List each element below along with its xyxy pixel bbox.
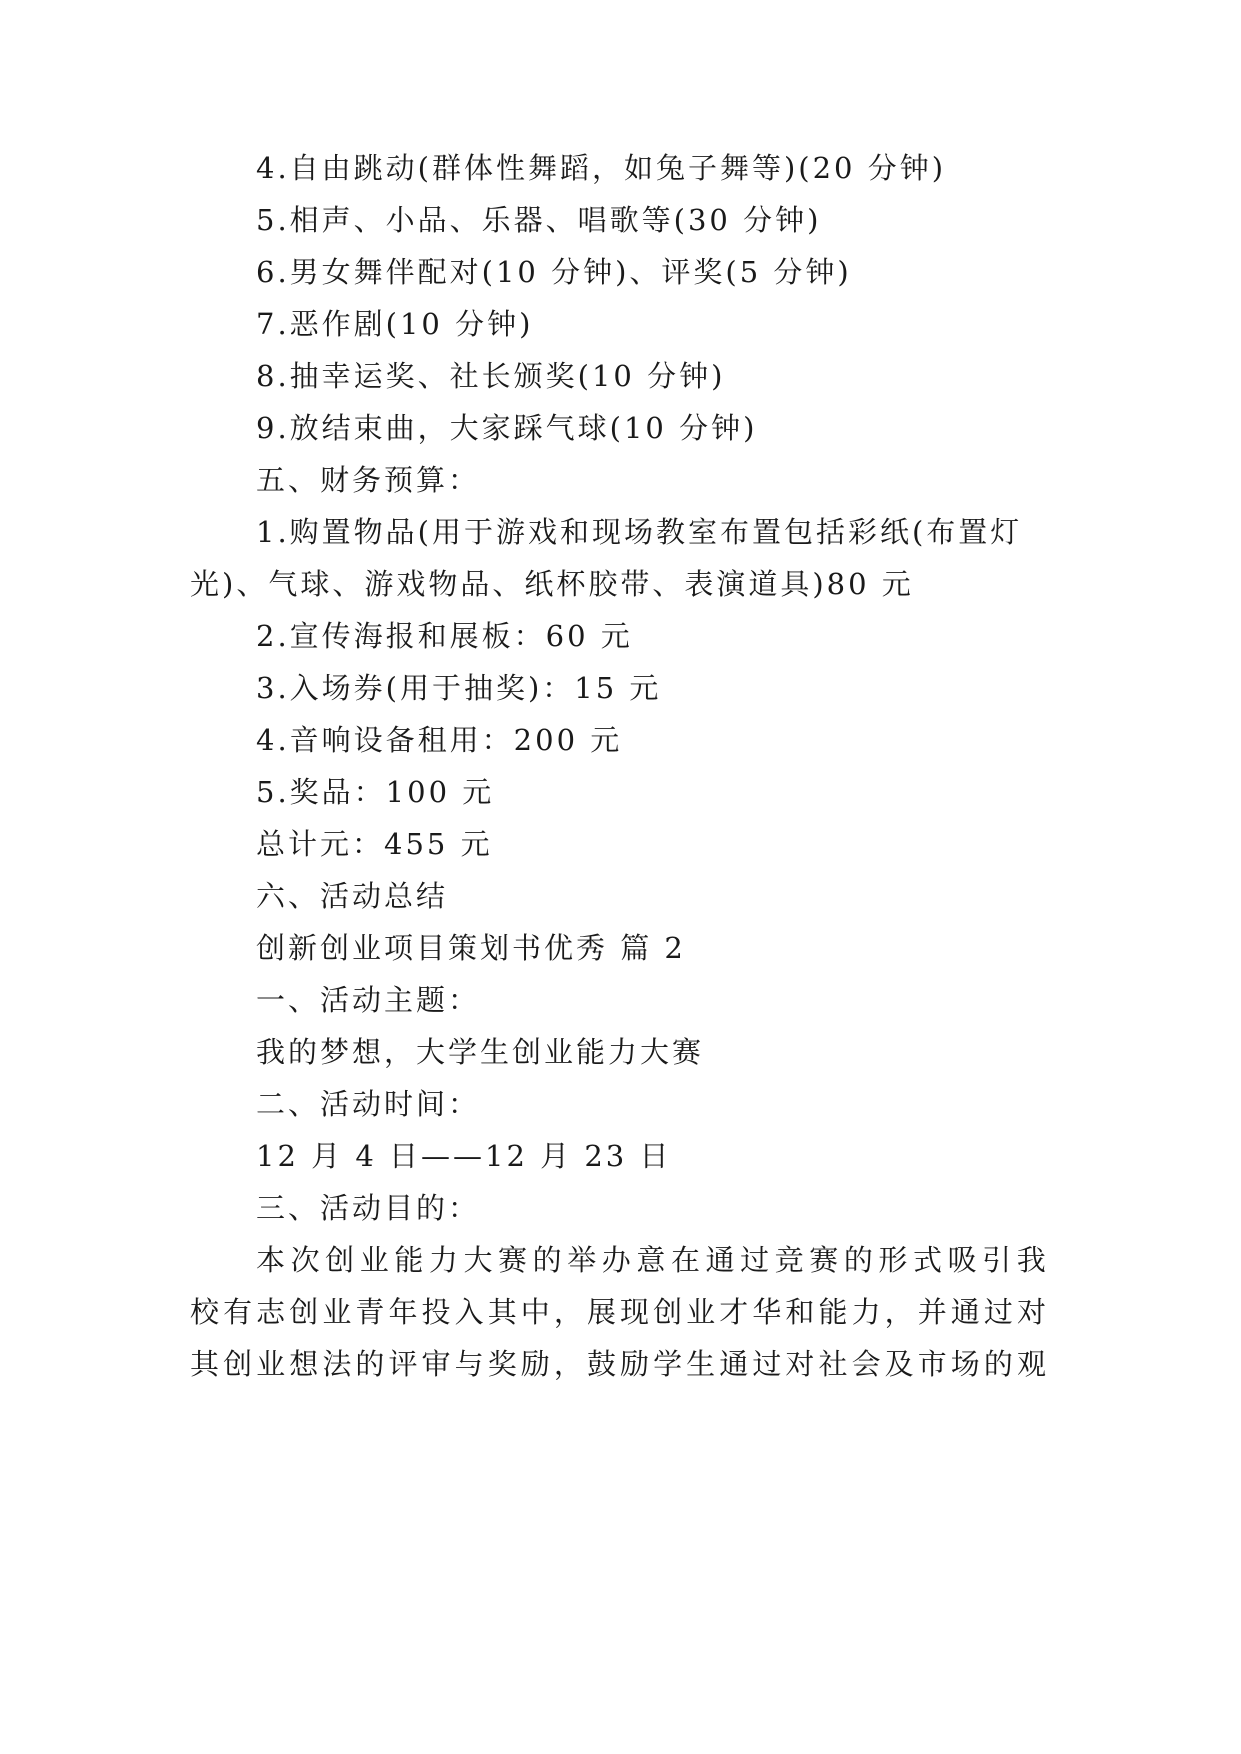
paragraph-char: 我 [1016, 1243, 1046, 1277]
section-heading-time: 二、活动时间： [256, 1087, 481, 1121]
schedule-item-6: 6.男女舞伴配对(10 分钟)、评奖(5 分钟) [256, 255, 852, 289]
paragraph-char: 的 [532, 1243, 562, 1277]
paragraph-char: 业 [686, 1295, 716, 1329]
budget-total: 总计元：455 元 [256, 827, 493, 861]
paragraph-char: 法 [322, 1347, 352, 1381]
paragraph-char: 对 [1016, 1295, 1046, 1329]
purpose-paragraph-line-1 [256, 1243, 1046, 1277]
paragraph-char: 意 [636, 1243, 666, 1277]
paragraph-char: 创 [289, 1295, 319, 1329]
paragraph-char: 通 [705, 1243, 735, 1277]
paragraph-char: 赛 [809, 1243, 839, 1277]
paragraph-char: 市 [917, 1347, 947, 1381]
paragraph-char: 形 [878, 1243, 908, 1277]
paragraph-char: 创 [325, 1243, 355, 1277]
paragraph-char: 力 [428, 1243, 458, 1277]
paragraph-char: ， [553, 1295, 583, 1329]
schedule-item-8: 8.抽幸运奖、社长颁奖(10 分钟) [256, 359, 726, 393]
time-text: 12 月 4 日——12 月 23 日 [256, 1139, 672, 1173]
paragraph-char: 审 [421, 1347, 451, 1381]
paragraph-char: 展 [586, 1295, 616, 1329]
paragraph-char: 励 [620, 1347, 650, 1381]
paragraph-char: 其 [190, 1347, 220, 1381]
paragraph-char: 过 [983, 1295, 1013, 1329]
purpose-paragraph-line-2 [190, 1295, 1046, 1329]
section-heading-summary: 六、活动总结 [256, 879, 449, 913]
paragraph-char: 评 [388, 1347, 418, 1381]
schedule-item-7: 7.恶作剧(10 分钟) [256, 307, 534, 341]
paragraph-char: 引 [982, 1243, 1012, 1277]
paragraph-char: 现 [620, 1295, 650, 1329]
paragraph-char: 有 [223, 1295, 253, 1329]
section-heading-theme: 一、活动主题： [256, 983, 481, 1017]
paragraph-char: 学 [653, 1347, 683, 1381]
paragraph-char: 对 [785, 1347, 815, 1381]
paragraph-char: 本 [256, 1243, 286, 1277]
paragraph-char: 通 [719, 1347, 749, 1381]
schedule-item-5: 5.相声、小品、乐器、唱歌等(30 分钟) [256, 203, 822, 237]
paragraph-char: 过 [740, 1243, 770, 1277]
paragraph-char: 创 [653, 1295, 683, 1329]
paragraph-char: 励 [520, 1347, 550, 1381]
paragraph-char: 力 [851, 1295, 881, 1329]
paragraph-char: 赛 [498, 1243, 528, 1277]
paragraph-char: 办 [601, 1243, 631, 1277]
purpose-paragraph-line-3 [190, 1347, 1046, 1381]
paragraph-char: 场 [950, 1347, 980, 1381]
paragraph-char: 及 [884, 1347, 914, 1381]
paragraph-char: 志 [256, 1295, 286, 1329]
paragraph-char: 通 [950, 1295, 980, 1329]
paragraph-char: 鼓 [586, 1347, 616, 1381]
paragraph-char: 式 [912, 1243, 942, 1277]
paragraph-char: 才 [719, 1295, 749, 1329]
paragraph-char: 并 [917, 1295, 947, 1329]
paragraph-char: 业 [359, 1243, 389, 1277]
paragraph-char: 创 [223, 1347, 253, 1381]
paragraph-char: 会 [851, 1347, 881, 1381]
budget-item-2: 2.宣传海报和展板：60 元 [256, 619, 633, 653]
paragraph-char: 能 [394, 1243, 424, 1277]
paragraph-char: 观 [1016, 1347, 1046, 1381]
paragraph-char: 年 [388, 1295, 418, 1329]
paragraph-char: 过 [752, 1347, 782, 1381]
paragraph-char: 入 [454, 1295, 484, 1329]
paragraph-char: 校 [190, 1295, 220, 1329]
paragraph-char: 中 [520, 1295, 550, 1329]
budget-item-5: 5.奖品：100 元 [256, 775, 495, 809]
paragraph-char: 业 [322, 1295, 352, 1329]
theme-text: 我的梦想，大学生创业能力大赛 [256, 1035, 705, 1069]
paragraph-char: 华 [752, 1295, 782, 1329]
paragraph-char: 举 [567, 1243, 597, 1277]
paragraph-char: 在 [670, 1243, 700, 1277]
budget-item-1-continued: 光)、气球、游戏物品、纸杯胶带、表演道具)80 元 [190, 567, 914, 601]
paragraph-char: 和 [785, 1295, 815, 1329]
budget-item-3: 3.入场券(用于抽奖)：15 元 [256, 671, 662, 705]
paragraph-char: ， [884, 1295, 914, 1329]
paragraph-char: 投 [421, 1295, 451, 1329]
budget-item-1: 1.购置物品(用于游戏和现场教室布置包括彩纸(布置灯 [256, 515, 1023, 549]
section-heading-budget: 五、财务预算： [256, 463, 481, 497]
paragraph-char: 青 [355, 1295, 385, 1329]
paragraph-char: 其 [487, 1295, 517, 1329]
paragraph-char: 生 [686, 1347, 716, 1381]
section-heading-purpose: 三、活动目的： [256, 1191, 481, 1225]
schedule-item-9: 9.放结束曲，大家踩气球(10 分钟) [256, 411, 758, 445]
paragraph-char: 业 [256, 1347, 286, 1381]
paragraph-char: 吸 [947, 1243, 977, 1277]
paragraph-char: 竞 [774, 1243, 804, 1277]
schedule-item-4: 4.自由跳动(群体性舞蹈，如兔子舞等)(20 分钟) [256, 151, 947, 185]
paragraph-char: 大 [463, 1243, 493, 1277]
paragraph-char: 的 [355, 1347, 385, 1381]
paragraph-char: 的 [983, 1347, 1013, 1381]
paragraph-char: 与 [454, 1347, 484, 1381]
paragraph-char: 次 [290, 1243, 320, 1277]
paragraph-char: 的 [843, 1243, 873, 1277]
paragraph-char: 想 [289, 1347, 319, 1381]
budget-item-4: 4.音响设备租用：200 元 [256, 723, 623, 757]
paragraph-char: 奖 [487, 1347, 517, 1381]
paragraph-char: 能 [818, 1295, 848, 1329]
paragraph-char: 社 [818, 1347, 848, 1381]
article-title: 创新创业项目策划书优秀 篇 2 [256, 931, 686, 965]
paragraph-char: ， [553, 1347, 583, 1381]
